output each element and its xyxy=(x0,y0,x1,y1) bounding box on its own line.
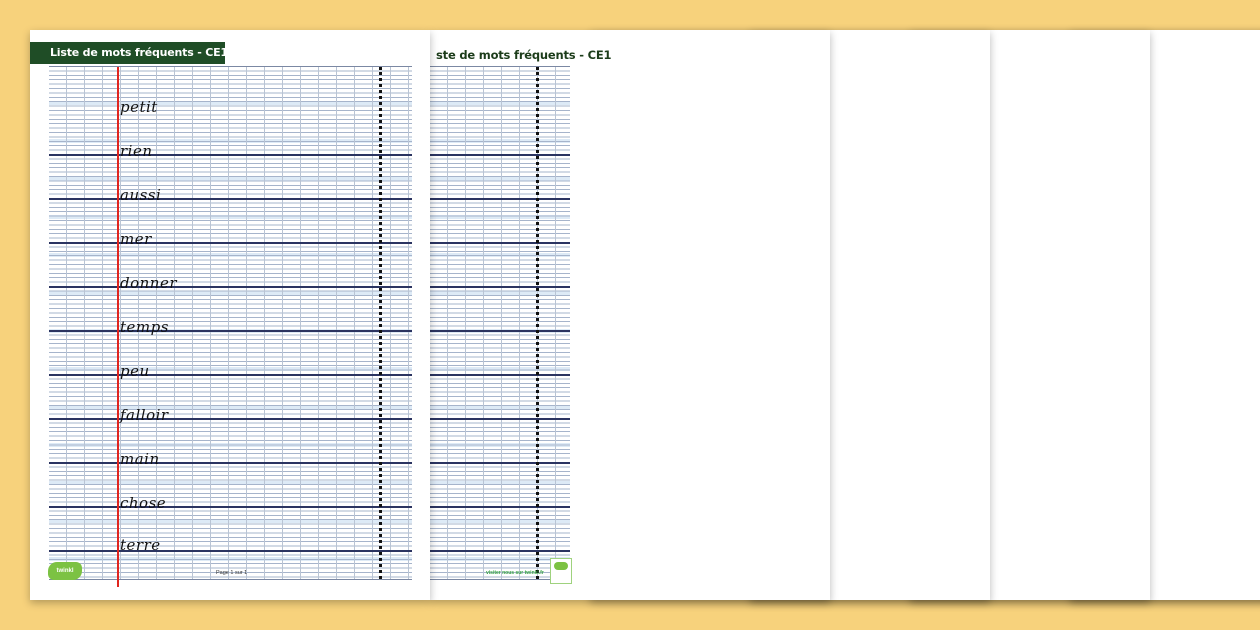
word-model: falloir xyxy=(120,406,169,424)
writing-grid xyxy=(430,66,570,580)
twinkl-logo: twinkl xyxy=(48,562,82,580)
margin-line xyxy=(117,67,119,587)
worksheet-page-1 xyxy=(30,30,430,600)
word-model: aussi xyxy=(120,186,162,204)
word-model: donner xyxy=(120,274,178,292)
writing-grid xyxy=(49,66,412,580)
worksheet-title: ste de mots fréquents - CE1 xyxy=(436,48,612,62)
badge-icon xyxy=(550,558,572,584)
word-model: rien xyxy=(120,142,153,160)
word-model: peu xyxy=(120,362,150,380)
word-model: petit xyxy=(120,98,158,116)
word-model: terre xyxy=(120,536,161,554)
word-model: mer xyxy=(120,230,152,248)
word-model: chose xyxy=(120,494,167,512)
worksheet-title-bar: Liste de mots fréquents - CE1 xyxy=(30,42,225,64)
worksheet-page-2 xyxy=(430,30,830,600)
word-model: main xyxy=(120,450,160,468)
word-model: temps xyxy=(120,318,169,336)
site-link: visiter nous sur twinkl.fr xyxy=(486,570,544,576)
page-number: Page 1 sur 1 xyxy=(216,570,248,576)
